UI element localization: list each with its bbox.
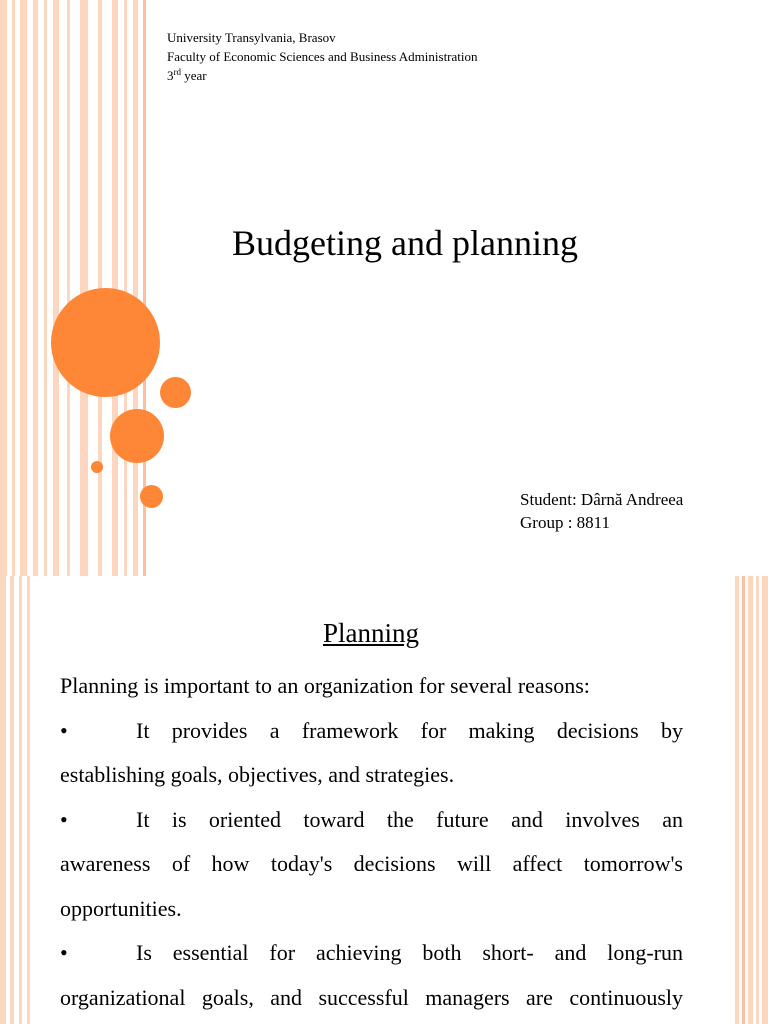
bullet-point-line: • It is oriented toward the future and involves an [60,798,683,843]
decorative-circle [160,377,191,408]
study-year: 3rd year [167,67,207,83]
decorative-stripe [133,0,138,576]
decorative-stripe [748,576,753,1024]
decorative-stripe [44,0,47,576]
decorative-stripe [12,0,15,576]
decorative-stripe [67,0,70,576]
slide-body [60,664,683,1020]
decorative-circle-small [91,461,103,473]
decorative-stripe [124,0,127,576]
bullet-icon: • [60,940,68,965]
decorative-circle [110,409,164,463]
bullet-point-line: establishing goals, objectives, and strategies. [60,762,455,787]
group-number: Group : 8811 [520,513,611,532]
university-name: University Transylvania, Brasov [167,30,336,45]
decorative-stripe [742,576,745,1024]
decorative-stripe [756,576,759,1024]
bullet-icon: • [60,806,68,832]
decorative-stripe [0,0,7,576]
decorative-circle-large [51,288,160,397]
slide-title: Planning [322,618,419,648]
bullet-point-line: awareness of how today's decisions will affect tomorrow's [60,851,683,876]
bullet-point-line: opportunities. [60,895,182,921]
bullet-icon: • [60,717,68,743]
decorative-stripe [20,0,27,576]
decorative-stripe [53,0,59,576]
bullet-point-line: • It provides a framework for making decisions by [60,709,683,754]
student-info [520,488,683,534]
bullet-point-line: • Is essential for achieving both short- and long-run [60,931,683,976]
student-name: Student: Dârnă Andreea [520,490,684,509]
institution-header [167,28,478,85]
bullet-point-line: organizational goals, and successful managers are continuously [60,984,683,1010]
decorative-stripe [33,0,38,576]
intro-paragraph: Planning is important to an organization for several reasons: [60,673,590,698]
decorative-circle [140,485,163,508]
faculty-name: Faculty of Economic Sciences and Business Administration [167,49,478,64]
slide-title: Budgeting and planning [232,223,578,263]
decorative-stripe [762,576,768,1024]
decorative-stripe [80,0,88,576]
